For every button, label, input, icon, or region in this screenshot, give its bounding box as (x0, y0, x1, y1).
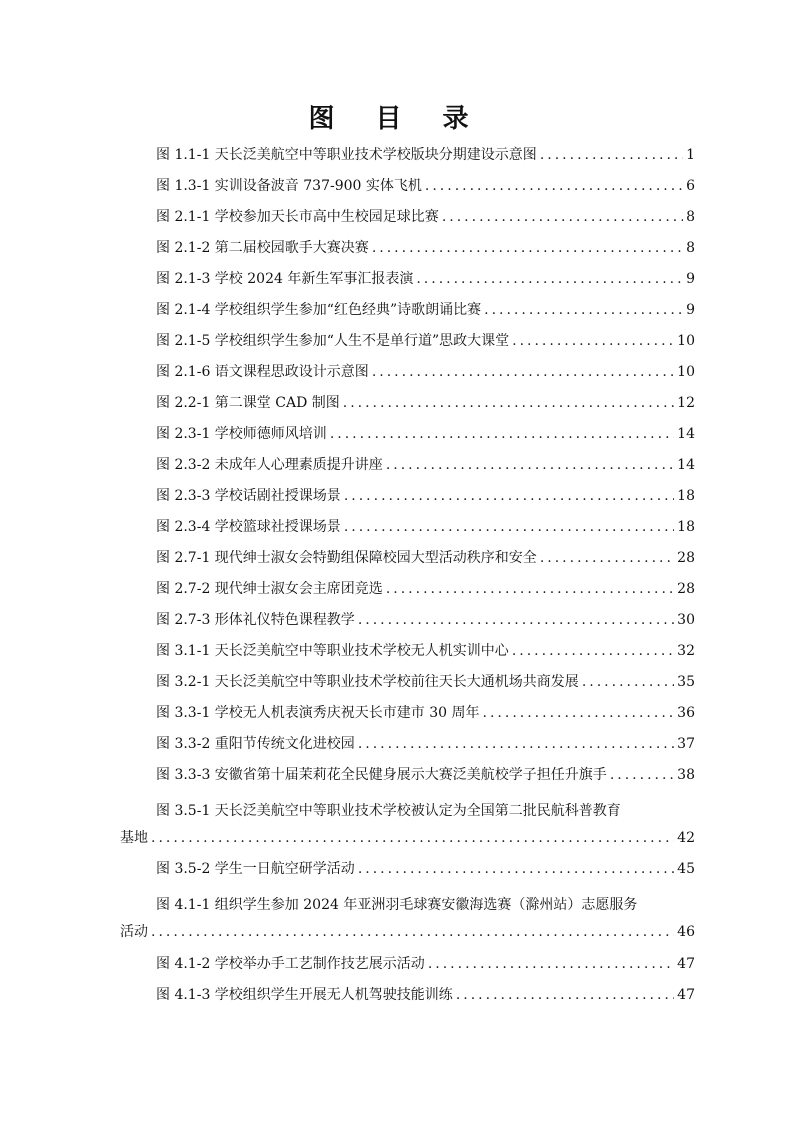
entry-label: 图 3.3-1 学校无人机表演秀庆祝天长市建市 30 周年 (156, 705, 480, 721)
dot-leader (582, 671, 674, 693)
dot-leader (386, 454, 674, 476)
entry-label-continued: 基地 (120, 830, 148, 846)
entry-label: 图 4.1-2 学校举办手工艺制作技艺展示活动 (156, 956, 425, 972)
entry-page: 30 (677, 612, 695, 628)
entry-label: 图 2.3-4 学校篮球社授课场景 (156, 519, 341, 535)
dot-leader (512, 330, 674, 352)
toc-entry (120, 175, 695, 197)
toc-entry (120, 361, 695, 383)
entry-label: 图 3.2-1 天长泛美航空中等职业技术学校前往天长大通机场共商发展 (156, 674, 579, 690)
entry-label: 图 2.3-1 学校师德师风培训 (156, 426, 327, 442)
entry-label: 图 2.7-1 现代绅士淑女会特勤组保障校园大型活动秩序和安全 (156, 550, 537, 566)
entry-label-continued: 活动 (120, 924, 148, 940)
entry-page: 9 (686, 271, 695, 287)
entry-label: 图 4.1-1 组织学生参加 2024 年亚洲羽毛球赛安徽海选赛（滁州站）志愿服务 (156, 897, 638, 913)
toc-entry (120, 858, 695, 880)
dot-leader (540, 547, 674, 569)
entry-page: 1 (686, 147, 695, 163)
entry-label: 图 3.5-1 天长泛美航空中等职业技术学校被认定为全国第二批民航科普教育 (156, 803, 621, 819)
toc-entry (120, 733, 695, 755)
entry-label: 图 2.2-1 第二课堂 CAD 制图 (156, 395, 340, 411)
toc-entry (120, 984, 695, 1006)
entry-label: 图 2.1-6 语文课程思政设计示意图 (156, 364, 369, 380)
toc-entry (120, 640, 695, 662)
entry-page: 47 (677, 987, 695, 1003)
entry-page: 8 (686, 240, 695, 256)
entry-label: 图 2.1-2 第二届校园歌手大赛决赛 (156, 240, 369, 256)
entry-page: 14 (677, 426, 695, 442)
dot-leader (358, 609, 674, 631)
dot-leader (344, 516, 674, 538)
entry-label: 图 2.7-3 形体礼仪特色课程教学 (156, 612, 355, 628)
toc-entry (120, 609, 695, 631)
toc-entry (120, 392, 695, 414)
entry-label: 图 3.1-1 天长泛美航空中等职业技术学校无人机实训中心 (156, 643, 509, 659)
entry-label: 图 2.1-3 学校 2024 年新生军事汇报表演 (156, 271, 414, 287)
dot-leader (512, 640, 674, 662)
entry-label: 图 2.3-3 学校话剧社授课场景 (156, 488, 341, 504)
toc-entry (120, 516, 695, 538)
toc-entry (120, 890, 695, 943)
dot-leader (344, 485, 674, 507)
dot-leader (358, 733, 674, 755)
toc-entry (120, 671, 695, 693)
toc-entry (120, 702, 695, 724)
toc-entry (120, 268, 695, 290)
dot-leader (428, 953, 674, 975)
dot-leader (386, 578, 674, 600)
entry-label: 图 2.3-2 未成年人心理素质提升讲座 (156, 457, 383, 473)
toc-entry (120, 237, 695, 259)
entry-page: 6 (686, 178, 695, 194)
dot-leader (610, 764, 674, 786)
entry-page: 46 (677, 924, 695, 940)
entry-label: 图 2.1-5 学校组织学生参加“人生不是单行道”思政大课堂 (156, 333, 510, 349)
entry-page: 9 (686, 302, 695, 318)
entry-page: 18 (677, 519, 695, 535)
toc-entry (120, 206, 695, 228)
toc-entry (120, 485, 695, 507)
toc-entry (120, 454, 695, 476)
entry-page: 42 (677, 830, 695, 846)
entry-page: 18 (677, 488, 695, 504)
dot-leader (540, 144, 683, 166)
entry-label: 图 2.7-2 现代绅士淑女会主席团竞选 (156, 581, 383, 597)
entry-page: 8 (686, 209, 695, 225)
entry-page: 14 (677, 457, 695, 473)
entry-page: 45 (677, 861, 695, 877)
entry-page: 37 (677, 736, 695, 752)
entry-label: 图 4.1-3 学校组织学生开展无人机驾驶技能训练 (156, 987, 453, 1003)
toc-entry (120, 330, 695, 352)
entry-label: 图 3.5-2 学生一日航空研学活动 (156, 861, 355, 877)
dot-leader (442, 206, 683, 228)
dot-leader (483, 702, 675, 724)
entry-label: 图 3.3-2 重阳节传统文化进校园 (156, 736, 355, 752)
dot-leader (343, 392, 674, 414)
toc-entry (120, 796, 695, 849)
entry-page: 32 (677, 643, 695, 659)
dot-leader (425, 175, 683, 197)
entry-label: 图 1.3-1 实训设备波音 737-900 实体飞机 (156, 178, 422, 194)
dot-leader (372, 237, 683, 259)
entry-page: 10 (677, 364, 695, 380)
page-title: 图 目 录 (308, 104, 485, 134)
entry-page: 38 (677, 767, 695, 783)
entry-label: 图 1.1-1 天长泛美航空中等职业技术学校版块分期建设示意图 (156, 147, 537, 163)
entry-page: 10 (677, 333, 695, 349)
toc-entry (120, 299, 695, 321)
entry-label: 图 3.3-3 安徽省第十届茉莉花全民健身展示大赛泛美航校学子担任升旗手 (156, 767, 607, 783)
entry-label: 图 2.1-1 学校参加天长市高中生校园足球比赛 (156, 209, 439, 225)
dot-leader (330, 423, 674, 445)
dot-leader (372, 361, 674, 383)
dot-leader (151, 921, 674, 943)
entry-page: 36 (677, 705, 695, 721)
entry-page: 35 (677, 674, 695, 690)
dot-leader (151, 827, 674, 849)
toc-entry (120, 578, 695, 600)
entry-page: 28 (677, 550, 695, 566)
toc-entry (120, 423, 695, 445)
dot-leader (358, 858, 674, 880)
entry-page: 28 (677, 581, 695, 597)
dot-leader (416, 268, 683, 290)
dot-leader (456, 984, 674, 1006)
entry-page: 47 (677, 956, 695, 972)
toc-entry (120, 953, 695, 975)
entry-label: 图 2.1-4 学校组织学生参加“红色经典”诗歌朗诵比赛 (156, 302, 482, 318)
toc-entry (120, 144, 695, 166)
entry-page: 12 (677, 395, 695, 411)
toc-entry (120, 547, 695, 569)
toc-entry (120, 764, 695, 786)
dot-leader (484, 299, 683, 321)
